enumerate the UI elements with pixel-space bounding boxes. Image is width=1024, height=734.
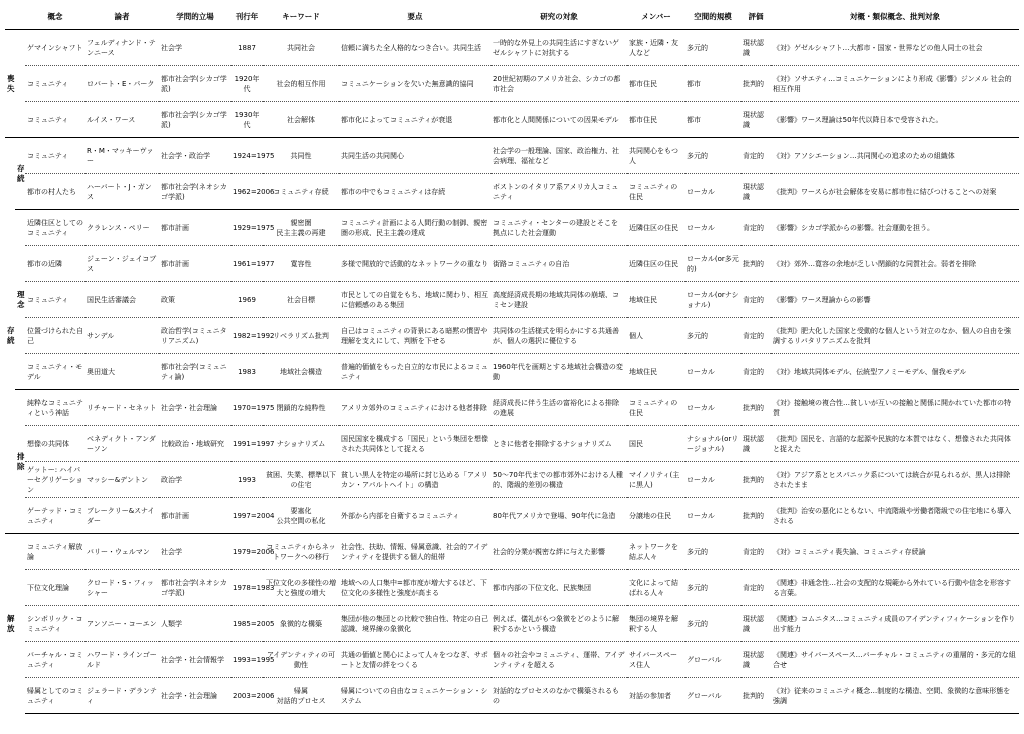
cell-author: アンソニー・コーエン [85, 606, 159, 642]
cell-concept: コミュニティ [25, 102, 85, 138]
cell-evaluation: 批判的 [741, 66, 771, 102]
cell-related: 《対》コミュニティ喪失論、コミュニティ存続論 [771, 534, 1019, 570]
cell-evaluation: 批判的 [741, 678, 771, 714]
header-subgroup-blank [15, 3, 25, 30]
cell-subject: 20世紀初期のアメリカ社会、シカゴの都市社会 [491, 66, 627, 102]
cell-summary: 都市化によってコミュニティが衰退 [339, 102, 491, 138]
table-row [5, 570, 1019, 606]
cell-discipline: 政治哲学(コミュニタリアニズム) [159, 318, 231, 354]
cell-scale: 多元的 [685, 534, 741, 570]
cell-concept: バーチャル・コミュニティ [25, 642, 85, 678]
cell-summary: 市民としての自覚をもち、地域に関わり、相互に信頼感のある集団 [339, 282, 491, 318]
header-summary: 要点 [339, 3, 491, 30]
cell-keyword: コミュニティ存続 [263, 174, 339, 210]
table-row [5, 390, 1019, 426]
cell-author: ジェラード・デランティ [85, 678, 159, 714]
table-row [5, 462, 1019, 498]
cell-author: リチャード・セネット [85, 390, 159, 426]
cell-keyword: リベラリズム批判 [263, 318, 339, 354]
cell-evaluation: 現状認識 [741, 174, 771, 210]
cell-scale: ナショナル(orリージョナル) [685, 426, 741, 462]
cell-author: ハワード・ラインゴールド [85, 642, 159, 678]
cell-related: 《批判》治安の悪化にともない、中流階級や労働者階級での住宅地にも導入される [771, 498, 1019, 534]
cell-members: 対話の参加者 [627, 678, 685, 714]
cell-members: 分譲地の住民 [627, 498, 685, 534]
cell-keyword: 貧困、失業、標準以下の住宅 [263, 462, 339, 498]
cell-author: バリー・ウェルマン [85, 534, 159, 570]
table-row [5, 66, 1019, 102]
cell-related: 《関連》非通念性…社会の支配的な規範から外れている行動や信念を形容する言葉。 [771, 570, 1019, 606]
cell-scale: ローカル [685, 462, 741, 498]
table-body [5, 30, 1019, 714]
cell-discipline: 都市社会学(ネオシカゴ学派) [159, 570, 231, 606]
cell-keyword: 社会解体 [263, 102, 339, 138]
cell-concept: 純粋なコミュニティという神話 [25, 390, 85, 426]
cell-keyword: 閉鎖的な純粋性 [263, 390, 339, 426]
cell-year: 1920年代 [231, 66, 263, 102]
cell-subject: ときに他者を排除するナショナリズム [491, 426, 627, 462]
cell-year: 1993=1995 [231, 642, 263, 678]
cell-related: 《影響》シカゴ学派からの影響。社会運動を担う。 [771, 210, 1019, 246]
cell-subject: 80年代アメリカで登場、90年代に急造 [491, 498, 627, 534]
cell-year: 1929=1975 [231, 210, 263, 246]
cell-members: 共同関心をもつ人 [627, 138, 685, 174]
cell-concept: 想像の共同体 [25, 426, 85, 462]
cell-year: 1993 [231, 462, 263, 498]
subgroup-label [15, 30, 25, 138]
cell-subject: 社会的分業が親密な絆に与えた影響 [491, 534, 627, 570]
cell-summary: 地域への人口集中=都市度が増大するほど、下位文化の多様性と強度が高まる [339, 570, 491, 606]
cell-concept: 都市の近隣 [25, 246, 85, 282]
cell-related: 《影響》ワース理論からの影響 [771, 282, 1019, 318]
cell-summary: 普遍的価値をもった自立的な市民によるコミュニティ [339, 354, 491, 390]
cell-discipline: 政治学 [159, 462, 231, 498]
cell-scale: 都市 [685, 102, 741, 138]
cell-author: フェルディナンド・テンニース [85, 30, 159, 66]
group-label: 喪失 [7, 73, 15, 93]
cell-evaluation: 批判的 [741, 246, 771, 282]
cell-discipline: 都市社会学(シカゴ学派) [159, 66, 231, 102]
table-row [5, 606, 1019, 642]
cell-related: 《批判》ワースらが社会解体を安易に都市性に結びつけることへの対案 [771, 174, 1019, 210]
cell-scale: 多元的 [685, 318, 741, 354]
table-row [5, 498, 1019, 534]
cell-related: 《対》アソシエーション…共同関心の追求のための組織体 [771, 138, 1019, 174]
cell-keyword: 親密圏 民主主義の再建 [263, 210, 339, 246]
cell-evaluation: 批判的 [741, 390, 771, 426]
cell-author: 奥田道大 [85, 354, 159, 390]
cell-year: 1887 [231, 30, 263, 66]
table-row [5, 30, 1019, 66]
cell-members: 家族・近隣・友人など [627, 30, 685, 66]
subgroup-label: 存続 [15, 138, 25, 210]
cell-members: 集団の境界を解釈する人 [627, 606, 685, 642]
cell-summary: 都市の中でもコミュニティは存続 [339, 174, 491, 210]
header-evaluation: 評価 [741, 3, 771, 30]
cell-members: 地域住民 [627, 282, 685, 318]
cell-year: 1961=1977 [231, 246, 263, 282]
cell-summary: 外部から内部を自衛するコミュニティ [339, 498, 491, 534]
cell-author: R・M・マッキーヴァー [85, 138, 159, 174]
cell-concept: 都市の村人たち [25, 174, 85, 210]
cell-subject: 対話的なプロセスのなかで構築されるもの [491, 678, 627, 714]
cell-evaluation: 肯定的 [741, 354, 771, 390]
cell-related: 《対》従来のコミュニティ概念…制度的な構造、空間、象徴的な意味形態を強調 [771, 678, 1019, 714]
cell-summary: コミュニティ計画による人間行動の制御、親密圏の形成、民主主義の達成 [339, 210, 491, 246]
cell-keyword: 社会目標 [263, 282, 339, 318]
header-year: 刊行年 [231, 3, 263, 30]
cell-subject: 都市内部の下位文化、民族集団 [491, 570, 627, 606]
cell-subject: 一時的な外見上の共同生活にすぎないゲゼルシャフトに対抗する [491, 30, 627, 66]
header-concept: 概念 [25, 3, 85, 30]
header-discipline: 学問的立場 [159, 3, 231, 30]
cell-members: コミュニティの住民 [627, 390, 685, 426]
cell-year: 1985=2005 [231, 606, 263, 642]
cell-evaluation: 現状認識 [741, 642, 771, 678]
concept-table [5, 3, 1019, 714]
cell-scale: 多元的 [685, 138, 741, 174]
table-row [5, 318, 1019, 354]
cell-year: 1982=1992 [231, 318, 263, 354]
table-row [5, 534, 1019, 570]
cell-scale: ローカル [685, 210, 741, 246]
cell-discipline: 比較政治・地域研究 [159, 426, 231, 462]
cell-members: サイバースペース住人 [627, 642, 685, 678]
cell-author: ルイス・ワース [85, 102, 159, 138]
cell-scale: ローカル(or多元的) [685, 246, 741, 282]
cell-scale: ローカル(orナショナル) [685, 282, 741, 318]
cell-concept: シンボリック・コミュニティ [25, 606, 85, 642]
cell-author: ロバート・E・パーク [85, 66, 159, 102]
cell-keyword: 要塞化 公共空間の私化 [263, 498, 339, 534]
cell-subject: 経済成長に伴う生活の富裕化による排除の進展 [491, 390, 627, 426]
cell-year: 1969 [231, 282, 263, 318]
cell-year: 1997=2004 [231, 498, 263, 534]
cell-concept: ゲットー: ハイパーセグリゲーション [25, 462, 85, 498]
cell-concept: ゲーテッド・コミュニティ [25, 498, 85, 534]
cell-subject: 個々の社会やコミュニティ、運帯、アイデンティティを超える [491, 642, 627, 678]
cell-scale: ローカル [685, 498, 741, 534]
cell-discipline: 政策 [159, 282, 231, 318]
cell-members: 国民 [627, 426, 685, 462]
cell-summary: アメリカ郊外のコミュニティにおける他者排除 [339, 390, 491, 426]
cell-year: 1983 [231, 354, 263, 390]
cell-evaluation: 現状認識 [741, 102, 771, 138]
cell-evaluation: 現状認識 [741, 30, 771, 66]
cell-summary: 貧しい黒人を特定の場所に封じ込める「アメリカン・アパルトヘイト」の構造 [339, 462, 491, 498]
header-group-blank [5, 3, 15, 30]
cell-members: 地域住民 [627, 354, 685, 390]
cell-scale: ローカル [685, 390, 741, 426]
cell-author: ハーバート・J・ガンス [85, 174, 159, 210]
header-members: メンバー [627, 3, 685, 30]
cell-related: 《対》郊外…寛容の余地が乏しい閉鎖的な同質社会。弱者を排除 [771, 246, 1019, 282]
cell-concept: 帰属としてのコミュニティ [25, 678, 85, 714]
table-row [5, 642, 1019, 678]
group-label: 解放 [5, 534, 15, 714]
cell-summary: 社会性、扶助、情報、帰属意識、社会的アイデンティティを提供する個人的紐帯 [339, 534, 491, 570]
cell-author: サンデル [85, 318, 159, 354]
cell-members: 近隣住区の住民 [627, 246, 685, 282]
cell-year: 1991=1997 [231, 426, 263, 462]
cell-summary: コミュニケーションを欠いた無意識的協同 [339, 66, 491, 102]
cell-year: 1970=1975 [231, 390, 263, 426]
cell-related: 《関連》コムニタス…コミュニティ成員のアイデンティフィケーションを作り出す能力 [771, 606, 1019, 642]
cell-concept: ゲマインシャフト [25, 30, 85, 66]
cell-members: 個人 [627, 318, 685, 354]
cell-subject: 都市化と人間関係についての因果モデル [491, 102, 627, 138]
cell-summary: 信頼に満ちた全人格的なつき合い。共同生活 [339, 30, 491, 66]
cell-author: ブレークリー&スナイダー [85, 498, 159, 534]
cell-year: 1979=2006 [231, 534, 263, 570]
cell-discipline: 社会学 [159, 30, 231, 66]
table-row [5, 174, 1019, 210]
cell-concept: 位置づけられた自己 [25, 318, 85, 354]
cell-discipline: 人類学 [159, 606, 231, 642]
cell-scale: グローバル [685, 642, 741, 678]
cell-summary: 自己はコミュニティの背景にある暗黙の慣習や理解を支えにして、判断を下せる [339, 318, 491, 354]
cell-year: 1978=1983 [231, 570, 263, 606]
cell-scale: ローカル [685, 174, 741, 210]
cell-subject: 1960年代を画期とする地域社会構造の変動 [491, 354, 627, 390]
cell-concept: コミュニティ解放論 [25, 534, 85, 570]
cell-subject: ボストンのイタリア系アメリカ人コミュニティ [491, 174, 627, 210]
cell-summary: 国民国家を構成する「国民」という集団を想像された共同体として捉える [339, 426, 491, 462]
cell-scale: ローカル [685, 354, 741, 390]
cell-evaluation: 肯定的 [741, 138, 771, 174]
cell-evaluation: 批判的 [741, 498, 771, 534]
cell-keyword: 寛容性 [263, 246, 339, 282]
cell-discipline: 都市社会学(シカゴ学派) [159, 102, 231, 138]
cell-evaluation: 肯定的 [741, 210, 771, 246]
cell-year: 1924=1975 [231, 138, 263, 174]
cell-discipline: 社会学・社会情報学 [159, 642, 231, 678]
group-label: 存続 [5, 138, 15, 534]
cell-keyword: 帰属 対話的プロセス [263, 678, 339, 714]
subgroup-label: 理念 [15, 210, 25, 390]
cell-related: 《批判》肥大化した国家と受動的な個人という対立のなか、個人の自由を強調するリバタリアニズムを批判 [771, 318, 1019, 354]
cell-members: ネットワークを結ぶ人々 [627, 534, 685, 570]
cell-evaluation: 肯定的 [741, 570, 771, 606]
cell-summary: 共通の価値と関心によって人々をつなぎ、サポートと友情の絆をつくる [339, 642, 491, 678]
header-scale: 空間的規模 [685, 3, 741, 30]
cell-members: コミュニティの住民 [627, 174, 685, 210]
cell-author: クラレンス・ペリー [85, 210, 159, 246]
cell-members: マイノリティ(主に黒人) [627, 462, 685, 498]
cell-author: ベネディクト・アンダーソン [85, 426, 159, 462]
cell-discipline: 都市社会学(コミュニティ論) [159, 354, 231, 390]
cell-keyword: ナショナリズム [263, 426, 339, 462]
cell-summary: 帰属についての自由なコミュニケーション・システム [339, 678, 491, 714]
table-row [5, 678, 1019, 714]
cell-year: 2003=2006 [231, 678, 263, 714]
header-related: 対概・類似概念、批判対象 [771, 3, 1019, 30]
cell-summary: 多様で開放的で活動的なネットワークの重なり [339, 246, 491, 282]
cell-discipline: 都市計画 [159, 498, 231, 534]
cell-subject: 例えば、儀礼がもつ象徴をどのように解釈するかという構造 [491, 606, 627, 642]
table-row [5, 138, 1019, 174]
cell-evaluation: 肯定的 [741, 318, 771, 354]
cell-discipline: 社会学・社会理論 [159, 390, 231, 426]
cell-scale: 都市 [685, 66, 741, 102]
cell-keyword: 地域社会構造 [263, 354, 339, 390]
cell-subject: 社会学の一般理論、国家、政治権力、社会病理、福祉など [491, 138, 627, 174]
cell-evaluation: 批判的 [741, 462, 771, 498]
cell-subject: コミュニティ・センターの建設とそこを拠点にした社会運動 [491, 210, 627, 246]
cell-related: 《批判》国民を、言語的な起源や民族的な本質ではなく、想像された共同体と捉えた [771, 426, 1019, 462]
cell-keyword: アイデンティティの可動性 [263, 642, 339, 678]
cell-related: 《対》ソサエティ…コミュニケーションにより形成《影響》ジンメル 社会的相互作用 [771, 66, 1019, 102]
cell-scale: 多元的 [685, 30, 741, 66]
cell-concept: コミュニティ [25, 66, 85, 102]
cell-scale: 多元的 [685, 606, 741, 642]
cell-summary: 集団が他の集団との比較で独自性、特定の自己認識、境界線の象徴化 [339, 606, 491, 642]
cell-discipline: 都市計画 [159, 210, 231, 246]
cell-subject: 共同体の生活様式を明らかにする共通善が、個人の選択に優位する [491, 318, 627, 354]
cell-author: クロード・S・フィッシャー [85, 570, 159, 606]
cell-evaluation: 現状認識 [741, 426, 771, 462]
table-row [5, 210, 1019, 246]
header-author: 論者 [85, 3, 159, 30]
cell-concept: コミュニティ [25, 282, 85, 318]
subgroup-label: 排除 [15, 390, 25, 534]
table-row [5, 426, 1019, 462]
cell-related: 《影響》ワース理論は50年代以降日本で受容された。 [771, 102, 1019, 138]
cell-discipline: 都市社会学(ネオシカゴ学派) [159, 174, 231, 210]
cell-related: 《対》地域共同体モデル、伝統型アノミーモデル、個我モデル [771, 354, 1019, 390]
table-row [5, 102, 1019, 138]
header-subject: 研究の対象 [491, 3, 627, 30]
cell-concept: 下位文化理論 [25, 570, 85, 606]
cell-discipline: 社会学 [159, 534, 231, 570]
cell-year: 1962=2006 [231, 174, 263, 210]
cell-related: 《対》接触境の複合性…貧しいが互いの接触と関係に開かれていた都市の特質 [771, 390, 1019, 426]
cell-related: 《関連》サイバースペース…バーチャル・コミュニティの重層的・多元的な組合せ [771, 642, 1019, 678]
cell-members: 都市住民 [627, 66, 685, 102]
cell-discipline: 都市計画 [159, 246, 231, 282]
cell-scale: グローバル [685, 678, 741, 714]
table-row [5, 354, 1019, 390]
cell-keyword: コミュニティからネットワークへの移行 [263, 534, 339, 570]
header-row [5, 3, 1019, 30]
cell-summary: 共同生活の共同関心 [339, 138, 491, 174]
cell-related: 《対》ゲゼルシャフト…大都市・国家・世界などの他人同士の社会 [771, 30, 1019, 66]
cell-subject: 50〜70年代までの都市郊外における人種的、階級的差別の構造 [491, 462, 627, 498]
cell-subject: 高度経済成長期の地域共同体の崩壊、コミセン建設 [491, 282, 627, 318]
subgroup-label [15, 534, 25, 714]
cell-keyword: 共同社会 [263, 30, 339, 66]
cell-concept: 近隣住区としてのコミュニティ [25, 210, 85, 246]
cell-evaluation: 肯定的 [741, 534, 771, 570]
cell-author: ジェーン・ジェイコブス [85, 246, 159, 282]
cell-concept: コミュニティ [25, 138, 85, 174]
cell-concept: コミュニティ・モデル [25, 354, 85, 390]
cell-members: 文化によって結ばれる人々 [627, 570, 685, 606]
cell-evaluation: 現状認識 [741, 606, 771, 642]
cell-subject: 街路コミュニティの自治 [491, 246, 627, 282]
cell-discipline: 社会学・社会理論 [159, 678, 231, 714]
header-keyword: キーワード [263, 3, 339, 30]
cell-scale: 多元的 [685, 570, 741, 606]
cell-discipline: 社会学・政治学 [159, 138, 231, 174]
cell-keyword: 下位文化の多様性の増大と強度の増大 [263, 570, 339, 606]
table-row [5, 282, 1019, 318]
cell-evaluation: 肯定的 [741, 282, 771, 318]
cell-author: 国民生活審議会 [85, 282, 159, 318]
cell-members: 近隣住区の住民 [627, 210, 685, 246]
cell-keyword: 社会的相互作用 [263, 66, 339, 102]
cell-keyword: 共同性 [263, 138, 339, 174]
cell-keyword: 象徴的な構築 [263, 606, 339, 642]
cell-year: 1930年代 [231, 102, 263, 138]
cell-author: マッシー&デントン [85, 462, 159, 498]
table-row [5, 246, 1019, 282]
cell-related: 《対》アジア系とヒスパニック系については統合が見られるが、黒人は排除されたまま [771, 462, 1019, 498]
cell-members: 都市住民 [627, 102, 685, 138]
